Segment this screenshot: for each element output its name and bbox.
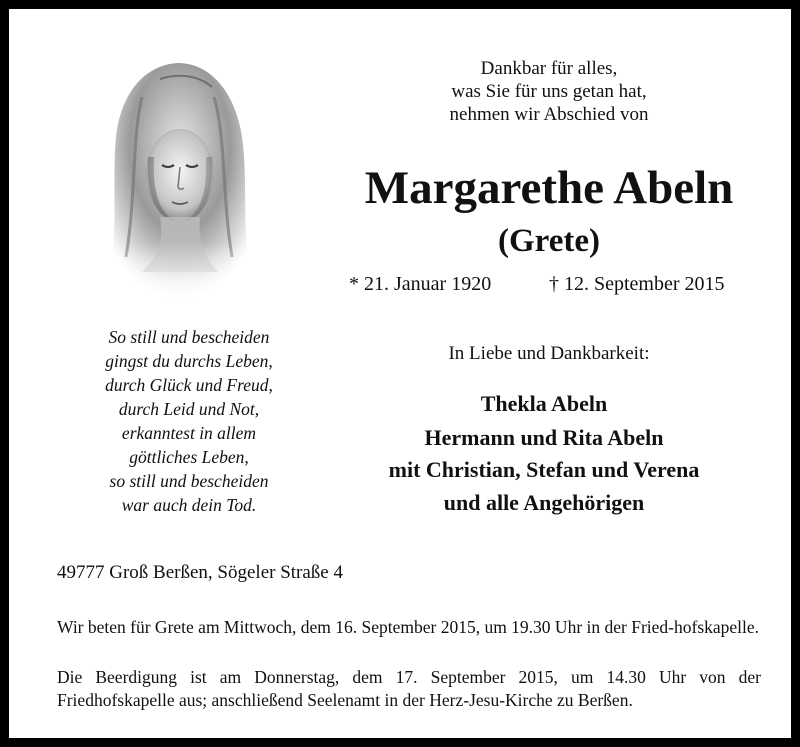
mourners-list <box>339 387 749 521</box>
prayer-notice: Wir beten für Grete am Mittwoch, dem 16. September 2015, um 19.30 Uhr in der Fried-hofskapelle. <box>57 617 760 637</box>
death-date: † 12. September 2015 <box>549 273 725 295</box>
poem-line: durch Leid und Not, <box>118 399 260 419</box>
intro-line: nehmen wir Abschied von <box>449 104 649 125</box>
intro-line: was Sie für uns getan hat, <box>451 81 647 102</box>
birth-date: * 21. Januar 1920 <box>349 273 492 295</box>
mourner-line: mit Christian, Stefan und Verena <box>388 457 700 482</box>
poem-line: so still und bescheiden <box>109 471 269 491</box>
poem-line: erkanntest in allem <box>121 423 257 443</box>
funeral-notice: Die Beerdigung ist am Donnerstag, dem 17. September 2015, um 14.30 Uhr von der Friedhofskapelle aus; anschließend Seelenamt in der Herz-Jesu-Kirche zu Berßen. <box>57 667 761 710</box>
intro-line: Dankbar für alles, <box>480 58 618 79</box>
poem-line: durch Glück und Freud, <box>105 375 273 395</box>
poem-line: So still und bescheiden <box>108 327 270 347</box>
mourner-line: und alle Angehörigen <box>443 490 645 515</box>
poem-line: göttliches Leben, <box>129 447 249 467</box>
poem-line: gingst du durchs Leben, <box>105 351 273 371</box>
family-address: 49777 Groß Berßen, Sögeler Straße 4 <box>57 562 343 583</box>
madonna-portrait-image <box>102 57 254 303</box>
mourner-line: Hermann und Rita Abeln <box>424 425 664 450</box>
poem-line: war auch dein Tod. <box>121 495 257 515</box>
deceased-nickname: (Grete) <box>498 223 600 259</box>
memorial-poem <box>79 325 299 517</box>
mourner-line: Thekla Abeln <box>480 391 608 416</box>
deceased-name: Margarethe Abeln <box>364 162 734 214</box>
intro-text <box>419 57 679 126</box>
mourners-intro: In Liebe und Dankbarkeit: <box>448 343 650 364</box>
